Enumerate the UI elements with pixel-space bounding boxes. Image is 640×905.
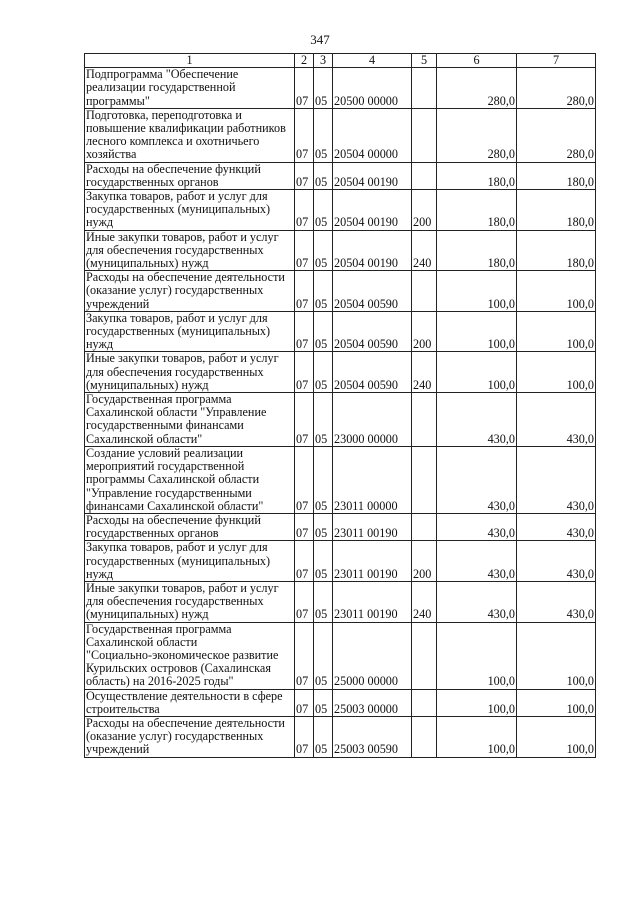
amount-cell: 180,0	[517, 190, 596, 231]
section-code-cell: 07	[295, 108, 314, 162]
subsection-code-cell: 05	[314, 311, 333, 352]
amount-cell: 280,0	[437, 108, 517, 162]
expense-type-cell	[412, 68, 437, 109]
amount-cell: 430,0	[517, 581, 596, 622]
section-code-cell: 07	[295, 541, 314, 582]
expense-type-cell: 240	[412, 581, 437, 622]
column-header: 6	[437, 54, 517, 68]
expense-type-cell: 240	[412, 352, 437, 393]
target-article-cell: 23011 00000	[333, 446, 412, 513]
table-row	[85, 162, 596, 189]
column-header: 5	[412, 54, 437, 68]
expense-type-cell	[412, 162, 437, 189]
amount-cell: 100,0	[517, 716, 596, 757]
subsection-code-cell: 05	[314, 689, 333, 716]
column-header: 2	[295, 54, 314, 68]
amount-cell: 430,0	[517, 446, 596, 513]
subsection-code-cell: 05	[314, 108, 333, 162]
table-row	[85, 68, 596, 109]
item-name-cell: Закупка товаров, работ и услуг для государственных (муниципальных) нужд	[85, 541, 295, 582]
amount-cell: 430,0	[437, 541, 517, 582]
column-header-row	[85, 54, 596, 68]
amount-cell: 100,0	[517, 352, 596, 393]
item-name-cell: Государственная программа Сахалинской области "Социально-экономическое развитие Курильских островов (Сахалинская область) на 2016-2025 годы"	[85, 622, 295, 689]
item-name-cell: Иные закупки товаров, работ и услуг для обеспечения государственных (муниципальных) нужд	[85, 581, 295, 622]
section-code-cell: 07	[295, 716, 314, 757]
item-name-cell: Расходы на обеспечение деятельности (оказание услуг) государственных учреждений	[85, 271, 295, 312]
amount-cell: 100,0	[517, 271, 596, 312]
subsection-code-cell: 05	[314, 581, 333, 622]
expense-type-cell	[412, 271, 437, 312]
section-code-cell: 07	[295, 581, 314, 622]
amount-cell: 430,0	[437, 446, 517, 513]
subsection-code-cell: 05	[314, 541, 333, 582]
column-header: 4	[333, 54, 412, 68]
target-article-cell: 20504 00590	[333, 271, 412, 312]
amount-cell: 430,0	[517, 393, 596, 447]
target-article-cell: 25003 00000	[333, 689, 412, 716]
section-code-cell: 07	[295, 513, 314, 540]
section-code-cell: 07	[295, 190, 314, 231]
table-row	[85, 716, 596, 757]
table-row	[85, 541, 596, 582]
expense-type-cell: 200	[412, 311, 437, 352]
target-article-cell: 20504 00190	[333, 162, 412, 189]
amount-cell: 100,0	[517, 311, 596, 352]
target-article-cell: 23011 00190	[333, 581, 412, 622]
item-name-cell: Государственная программа Сахалинской области "Управление государственными финансами Сахалинской области"	[85, 393, 295, 447]
item-name-cell: Осуществление деятельности в сфере строительства	[85, 689, 295, 716]
amount-cell: 430,0	[517, 541, 596, 582]
target-article-cell: 20500 00000	[333, 68, 412, 109]
table-row	[85, 581, 596, 622]
subsection-code-cell: 05	[314, 271, 333, 312]
item-name-cell: Расходы на обеспечение функций государственных органов	[85, 162, 295, 189]
subsection-code-cell: 05	[314, 68, 333, 109]
expense-type-cell	[412, 108, 437, 162]
section-code-cell: 07	[295, 162, 314, 189]
subsection-code-cell: 05	[314, 230, 333, 271]
section-code-cell: 07	[295, 271, 314, 312]
table-row	[85, 513, 596, 540]
expense-type-cell: 200	[412, 190, 437, 231]
subsection-code-cell: 05	[314, 190, 333, 231]
section-code-cell: 07	[295, 68, 314, 109]
item-name-cell: Подготовка, переподготовка и повышение квалификации работников лесного комплекса и охотничьего хозяйства	[85, 108, 295, 162]
expense-type-cell	[412, 446, 437, 513]
table-row	[85, 352, 596, 393]
expense-type-cell	[412, 716, 437, 757]
table-row	[85, 622, 596, 689]
amount-cell: 430,0	[437, 581, 517, 622]
subsection-code-cell: 05	[314, 162, 333, 189]
column-header: 3	[314, 54, 333, 68]
expense-type-cell	[412, 393, 437, 447]
column-header: 7	[517, 54, 596, 68]
target-article-cell: 25003 00590	[333, 716, 412, 757]
target-article-cell: 20504 00590	[333, 311, 412, 352]
amount-cell: 100,0	[517, 622, 596, 689]
item-name-cell: Закупка товаров, работ и услуг для государственных (муниципальных) нужд	[85, 190, 295, 231]
table-row	[85, 108, 596, 162]
subsection-code-cell: 05	[314, 393, 333, 447]
subsection-code-cell: 05	[314, 352, 333, 393]
amount-cell: 280,0	[437, 68, 517, 109]
amount-cell: 180,0	[517, 230, 596, 271]
target-article-cell: 20504 00190	[333, 230, 412, 271]
target-article-cell: 23000 00000	[333, 393, 412, 447]
section-code-cell: 07	[295, 622, 314, 689]
target-article-cell: 23011 00190	[333, 513, 412, 540]
target-article-cell: 20504 00590	[333, 352, 412, 393]
amount-cell: 180,0	[437, 230, 517, 271]
amount-cell: 100,0	[437, 271, 517, 312]
section-code-cell: 07	[295, 689, 314, 716]
target-article-cell: 25000 00000	[333, 622, 412, 689]
amount-cell: 100,0	[437, 352, 517, 393]
target-article-cell: 20504 00000	[333, 108, 412, 162]
table-row	[85, 393, 596, 447]
amount-cell: 430,0	[437, 393, 517, 447]
amount-cell: 100,0	[437, 311, 517, 352]
expense-type-cell: 200	[412, 541, 437, 582]
expense-type-cell	[412, 622, 437, 689]
expense-type-cell	[412, 689, 437, 716]
expense-type-cell	[412, 513, 437, 540]
amount-cell: 280,0	[517, 68, 596, 109]
item-name-cell: Иные закупки товаров, работ и услуг для обеспечения государственных (муниципальных) нужд	[85, 230, 295, 271]
item-name-cell: Расходы на обеспечение деятельности (оказание услуг) государственных учреждений	[85, 716, 295, 757]
table-row	[85, 689, 596, 716]
subsection-code-cell: 05	[314, 622, 333, 689]
column-header: 1	[85, 54, 295, 68]
item-name-cell: Иные закупки товаров, работ и услуг для обеспечения государственных (муниципальных) нужд	[85, 352, 295, 393]
item-name-cell: Создание условий реализации мероприятий государственной программы Сахалинской области "Управление государственными финансами Сахалинской области"	[85, 446, 295, 513]
item-name-cell: Подпрограмма "Обеспечение реализации государственной программы"	[85, 68, 295, 109]
section-code-cell: 07	[295, 446, 314, 513]
item-name-cell: Расходы на обеспечение функций государственных органов	[85, 513, 295, 540]
table-row	[85, 311, 596, 352]
section-code-cell: 07	[295, 352, 314, 393]
amount-cell: 180,0	[517, 162, 596, 189]
amount-cell: 100,0	[437, 689, 517, 716]
amount-cell: 100,0	[517, 689, 596, 716]
amount-cell: 430,0	[517, 513, 596, 540]
item-name-cell: Закупка товаров, работ и услуг для государственных (муниципальных) нужд	[85, 311, 295, 352]
table-row	[85, 190, 596, 231]
amount-cell: 430,0	[437, 513, 517, 540]
budget-table	[84, 53, 596, 758]
subsection-code-cell: 05	[314, 446, 333, 513]
amount-cell: 100,0	[437, 622, 517, 689]
target-article-cell: 23011 00190	[333, 541, 412, 582]
page-number: 347	[310, 32, 330, 47]
amount-cell: 280,0	[517, 108, 596, 162]
amount-cell: 180,0	[437, 190, 517, 231]
target-article-cell: 20504 00190	[333, 190, 412, 231]
amount-cell: 180,0	[437, 162, 517, 189]
subsection-code-cell: 05	[314, 513, 333, 540]
table-body	[85, 68, 596, 757]
table-row	[85, 446, 596, 513]
table-row	[85, 271, 596, 312]
section-code-cell: 07	[295, 311, 314, 352]
section-code-cell: 07	[295, 230, 314, 271]
expense-type-cell: 240	[412, 230, 437, 271]
table-row	[85, 230, 596, 271]
section-code-cell: 07	[295, 393, 314, 447]
amount-cell: 100,0	[437, 716, 517, 757]
subsection-code-cell: 05	[314, 716, 333, 757]
